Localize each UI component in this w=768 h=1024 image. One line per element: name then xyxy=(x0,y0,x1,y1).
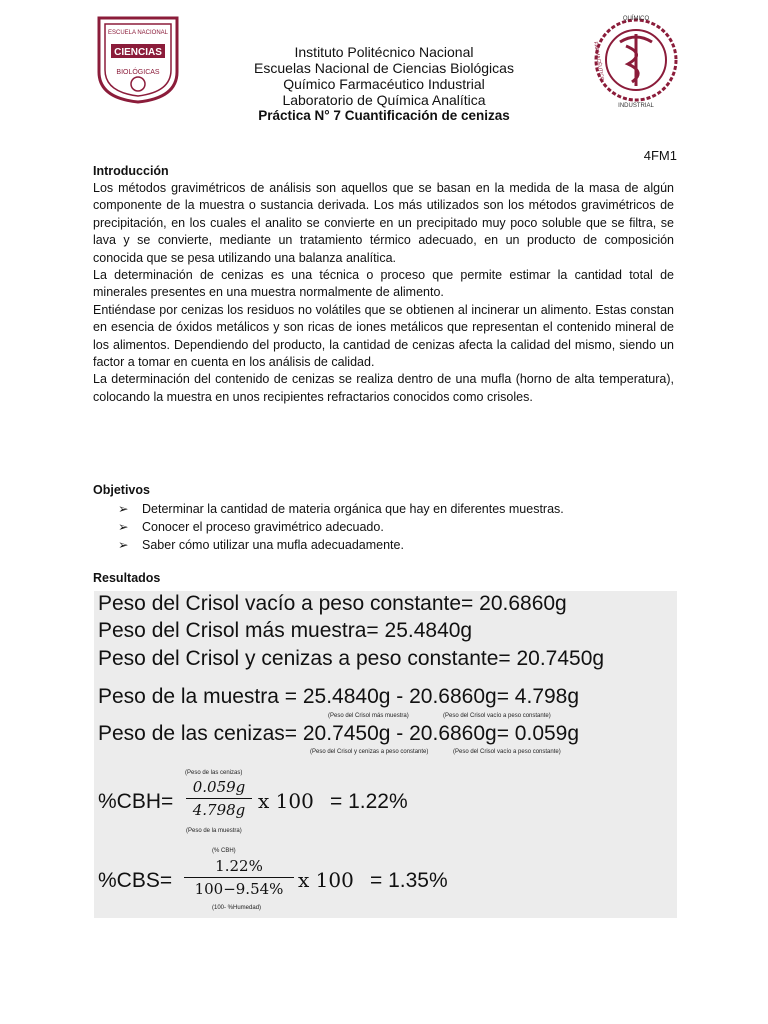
svg-text:INDUSTRIAL: INDUSTRIAL xyxy=(618,103,654,108)
cbs-fraction xyxy=(184,857,294,898)
result-line: Peso del Crisol y cenizas a peso constante= 20.7450g xyxy=(98,647,605,670)
fraction-denominator: 4.798g xyxy=(192,801,246,819)
intro-heading: Introducción xyxy=(93,164,169,178)
program-name: Químico Farmacéutico Industrial xyxy=(283,76,485,92)
annotation-note: (Peso del Crisol más muestra) xyxy=(328,713,409,719)
cbs-result: = 1.35% xyxy=(370,869,448,892)
results-image xyxy=(94,591,677,918)
cbh-label: %CBH= xyxy=(98,790,174,813)
school-name: Escuelas Nacional de Ciencias Biológicas xyxy=(254,60,514,76)
institution-name: Instituto Politécnico Nacional xyxy=(294,44,474,60)
svg-text:QUÍMICO: QUÍMICO xyxy=(622,16,650,22)
intro-paragraph: Los métodos gravimétricos de análisis son aquellos que se basan en la medida de la masa de algún componente de la muestra o sustancia derivada. Los más utilizados son los métodos gravimétricos de precipitación, en los cuales el analito se convierte en un precipitado muy poco soluble que se filtra, se lava y se convierte, mediante un tratamiento térmico adecuado, en un producto de composición conocida que se pesa utilizando una balanza analítica. xyxy=(93,181,674,265)
cbh-fraction xyxy=(186,778,252,819)
multiplier: x 100 xyxy=(258,789,314,813)
group-code: 4FM1 xyxy=(643,148,677,163)
svg-text:FARMACÉUTICO: FARMACÉUTICO xyxy=(592,41,605,82)
intro-body xyxy=(93,180,674,406)
svg-text:ESCUELA NACIONAL: ESCUELA NACIONAL xyxy=(107,30,169,36)
svg-text:BIOLÓGICAS: BIOLÓGICAS xyxy=(116,69,160,76)
fraction-numerator: 0.059g xyxy=(192,778,246,796)
annotation-note: (% CBH) xyxy=(212,848,236,854)
fraction-numerator: 1.22% xyxy=(215,857,263,875)
annotation-note: (100- %Humedad) xyxy=(212,905,262,911)
qfi-logo xyxy=(588,12,684,108)
lab-name: Laboratorio de Química Analítica xyxy=(282,92,486,108)
encb-logo xyxy=(95,14,181,104)
annotation-note: (Peso del Crisol vacío a peso constante) xyxy=(453,749,561,755)
list-item: ➢ Saber cómo utilizar una mufla adecuadamente. xyxy=(118,538,404,552)
document-header xyxy=(200,44,568,124)
arrow-bullet-icon: ➢ xyxy=(118,520,129,534)
annotation-note: (Peso del Crisol vacío a peso constante) xyxy=(443,713,551,719)
multiplier: x 100 xyxy=(298,868,354,892)
svg-text:CIENCIAS: CIENCIAS xyxy=(114,47,162,58)
objectives-list xyxy=(118,500,564,554)
result-line: Peso del Crisol más muestra= 25.4840g xyxy=(98,619,473,642)
intro-paragraph: Entiéndase por cenizas los residuos no volátiles que se obtienen al incinerar un alimento. Estas constan en esencia de óxidos metálicos y son ricas de iones metálicos que representan el contenido mineral de los alimentos. Dependiendo del producto, la cantidad de cenizas afecta la calidad del mismo, siendo un factor a tomar en cuenta en los análisis de calidad. xyxy=(93,302,674,370)
fraction-denominator: 100−9.54% xyxy=(194,880,284,898)
intro-paragraph: La determinación de cenizas es una técnica o proceso que permite estimar la cantidad total de minerales presentes en una muestra normalmente de alimento. xyxy=(93,268,674,300)
fraction-bar xyxy=(186,798,252,799)
cbh-result: = 1.22% xyxy=(330,790,408,813)
list-item: ➢ Conocer el proceso gravimétrico adecuado. xyxy=(118,520,384,534)
results-heading: Resultados xyxy=(93,571,161,585)
practice-title: Práctica N° 7 Cuantificación de cenizas xyxy=(258,108,510,123)
result-line: Peso del Crisol vacío a peso constante= 20.6860g xyxy=(98,592,567,615)
arrow-bullet-icon: ➢ xyxy=(118,502,129,516)
cbs-label: %CBS= xyxy=(98,869,173,892)
intro-paragraph: La determinación del contenido de cenizas se realiza dentro de una mufla (horno de alta temperatura), colocando la muestra en unos recipientes refractarios conocidos como crisoles. xyxy=(93,372,674,404)
annotation-note: (Peso de las cenizas) xyxy=(185,770,243,776)
fraction-bar xyxy=(184,877,294,878)
annotation-note: (Peso del Crisol y cenizas a peso constante) xyxy=(310,749,429,755)
arrow-bullet-icon: ➢ xyxy=(118,538,129,552)
objectives-heading: Objetivos xyxy=(93,483,150,497)
list-item: ➢ Determinar la cantidad de materia orgánica que hay en diferentes muestras. xyxy=(118,502,564,516)
result-line: Peso de las cenizas= 20.7450g - 20.6860g= 0.059g xyxy=(98,722,580,745)
annotation-note: (Peso de la muestra) xyxy=(186,828,242,834)
result-line: Peso de la muestra = 25.4840g - 20.6860g= 4.798g xyxy=(98,685,580,708)
